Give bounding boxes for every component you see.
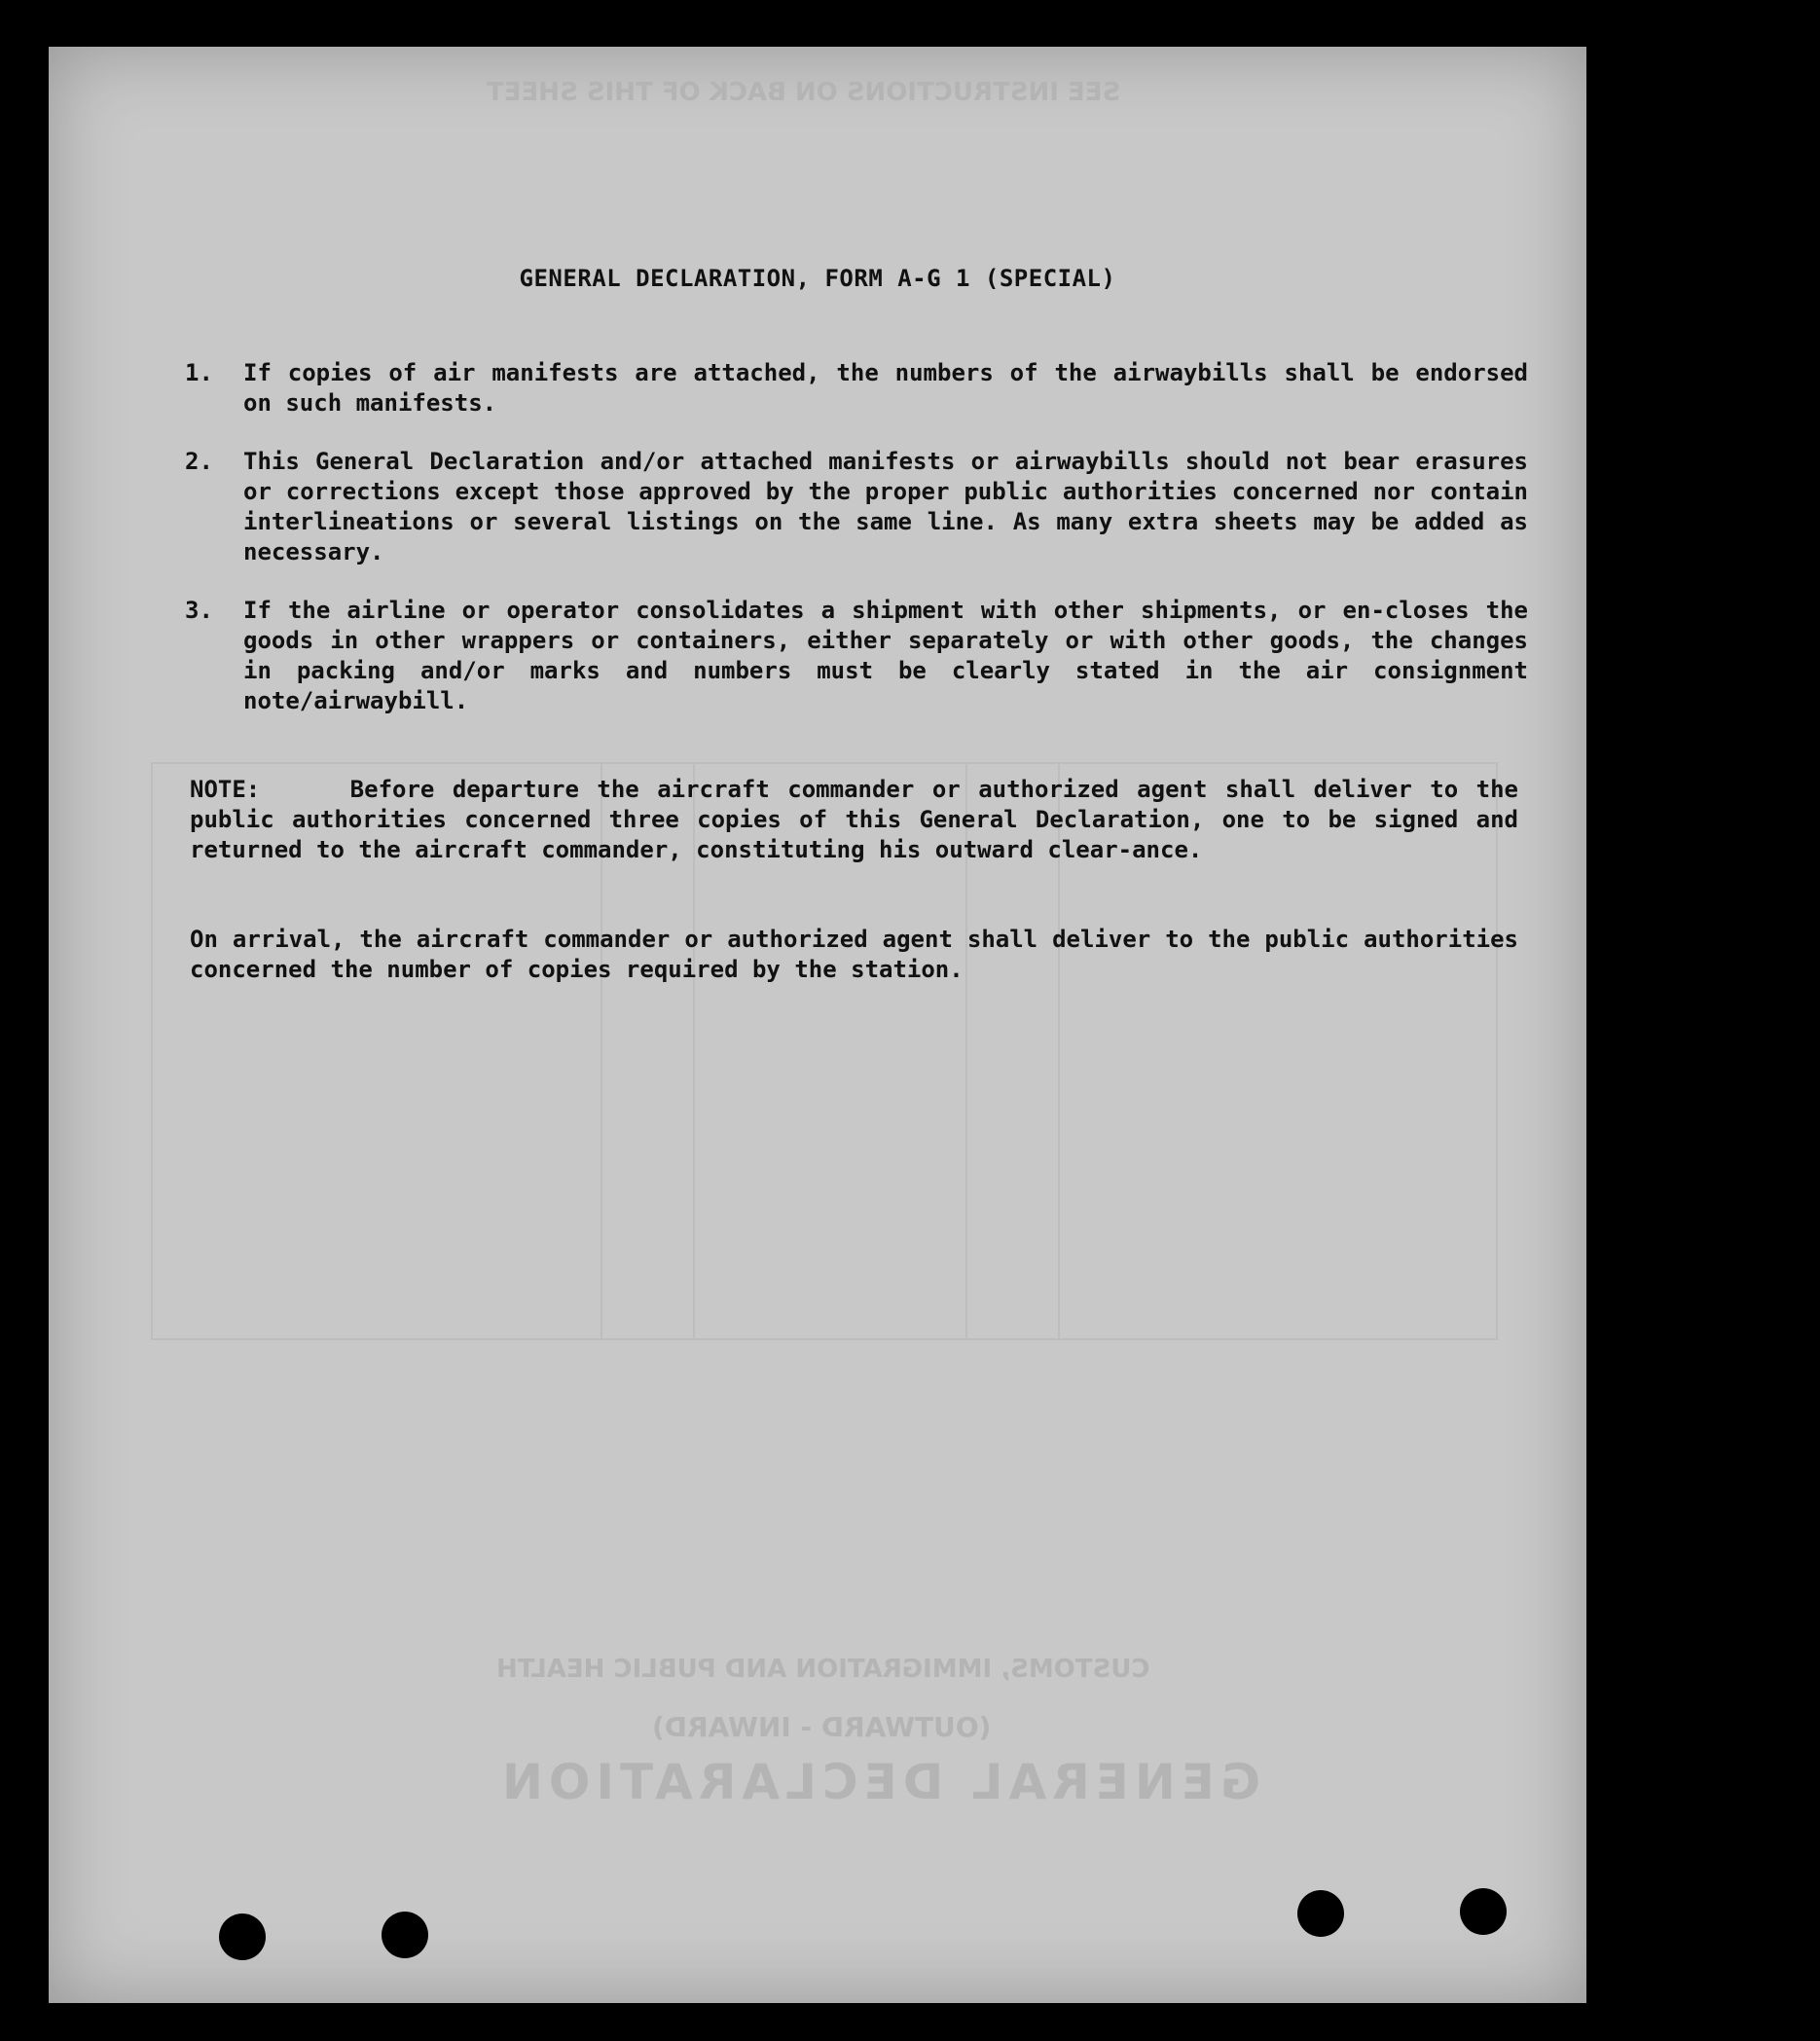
instruction-item-1: [185, 358, 1528, 419]
instruction-item-2: [185, 447, 1528, 567]
instruction-item-3: [185, 596, 1528, 716]
item-text: This General Declaration and/or attached manifests or airwaybills should not bear erasures or corrections except those approved by the proper public authorities concerned nor contain interlineations or several listings on the same line. As many extra sheets may be added as necessary.: [243, 448, 1528, 565]
punch-hole-3: [1297, 1890, 1344, 1937]
item-number: 1.: [185, 359, 213, 386]
punch-hole-4: [1460, 1888, 1507, 1935]
document-page: [49, 47, 1586, 2003]
item-number: 3.: [185, 597, 213, 624]
item-number: 2.: [185, 448, 213, 475]
bleed-through-sub: (OUTWARD - INWARD): [652, 1711, 992, 1743]
bleed-through-big: GENERAL DECLARATION: [496, 1754, 1260, 1810]
bleed-through-mid: CUSTOMS, IMMIGRATION AND PUBLIC HEALTH: [496, 1655, 1150, 1684]
punch-hole-2: [382, 1912, 428, 1958]
note-paragraph-2: On arrival, the aircraft commander or authorized agent shall deliver to the public authorities concerned the number of copies required by the station.: [190, 926, 1518, 983]
bleed-through-top: SEE INSTRUCTIONS ON BACK OF THIS SHEET: [487, 78, 1121, 107]
note-paragraph-1: NOTE: Before departure the aircraft commander or authorized agent shall deliver to the public authorities concerned three copies of this General Declaration, one to be signed and returned to the aircraft commander, constituting his outward clear-ance.: [190, 776, 1533, 863]
punch-hole-1: [219, 1913, 266, 1960]
item-text: If the airline or operator consolidates a shipment with other shipments, or en-closes the goods in other wrappers or containers, either separately or with other goods, the changes in packing and/or marks and numbers must be clearly stated in the air consignment note/airwaybill.: [243, 597, 1528, 714]
item-text: If copies of air manifests are attached, the numbers of the airwaybills shall be endorsed on such manifests.: [243, 359, 1528, 417]
page-title: GENERAL DECLARATION, FORM A-G 1 (SPECIAL): [519, 265, 1116, 292]
